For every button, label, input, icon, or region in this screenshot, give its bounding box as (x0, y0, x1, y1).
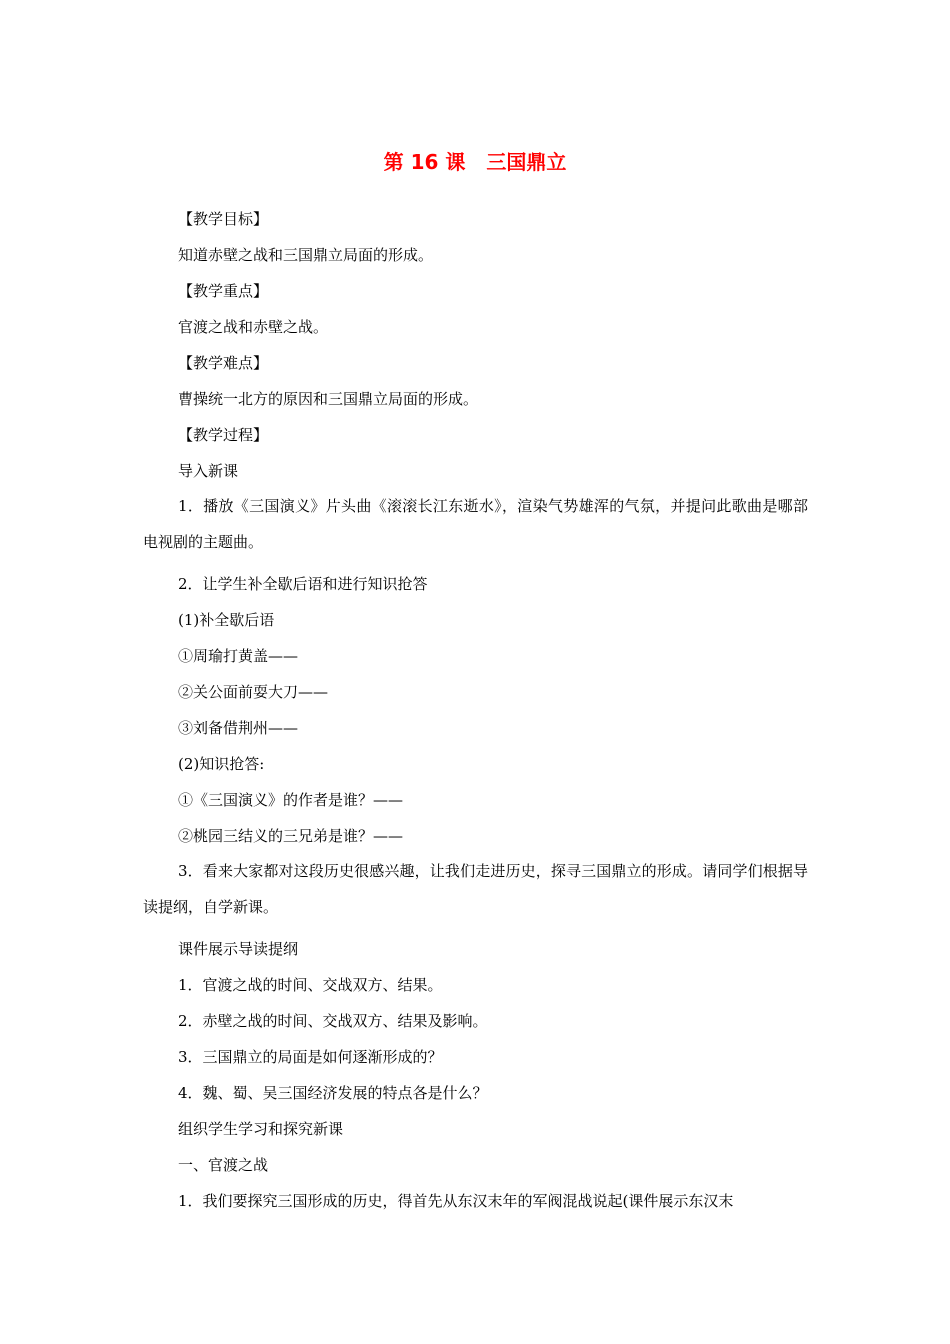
section-heading-objectives: 【教学目标】 (178, 210, 269, 228)
list-item: ②关公面前耍大刀—— (178, 683, 329, 701)
list-item: 2．赤壁之战的时间、交战双方、结果及影响。 (178, 1012, 488, 1030)
paragraph: 课件展示导读提纲 (178, 940, 299, 958)
section-heading-process: 【教学过程】 (178, 426, 269, 444)
paragraph: 3．看来大家都对这段历史很感兴趣，让我们走进历史，探寻三国鼎立的形成。请同学们根据导读提纲，自学新课。 (143, 862, 808, 916)
list-item: ③刘备借荆州—— (178, 719, 299, 737)
list-item: 3．三国鼎立的局面是如何逐渐形成的？ (178, 1048, 443, 1066)
list-item: ①《三国演义》的作者是谁？—— (178, 791, 404, 809)
list-item: 1．官渡之战的时间、交战双方、结果。 (178, 976, 443, 994)
paragraph: 官渡之战和赤壁之战。 (178, 318, 329, 336)
paragraph: 2．让学生补全歇后语和进行知识抢答 (178, 575, 428, 593)
paragraph: (1)补全歇后语 (178, 611, 275, 629)
paragraph: 导入新课 (178, 462, 239, 480)
paragraph: 1．播放《三国演义》片头曲《滚滚长江东逝水》，渲染气势雄浑的气氛，并提问此歌曲是哪部电视剧的主题曲。 (143, 497, 808, 551)
paragraph: 曹操统一北方的原因和三国鼎立局面的形成。 (178, 390, 479, 408)
lesson-title: 第 16 课 三国鼎立 (383, 150, 567, 174)
paragraph: 1．我们要探究三国形成的历史，得首先从东汉末年的军阀混战说起(课件展示东汉末 (178, 1192, 734, 1210)
section-heading-difficulties: 【教学难点】 (178, 354, 269, 372)
paragraph: 知道赤壁之战和三国鼎立局面的形成。 (178, 246, 434, 264)
list-item: ①周瑜打黄盖—— (178, 647, 299, 665)
list-item: ②桃园三结义的三兄弟是谁？—— (178, 827, 404, 845)
list-item: 4．魏、蜀、吴三国经济发展的特点各是什么？ (178, 1084, 488, 1102)
paragraph: (2)知识抢答: (178, 755, 265, 773)
section-heading-key-points: 【教学重点】 (178, 282, 269, 300)
subsection-heading: 一、官渡之战 (178, 1156, 269, 1174)
paragraph: 组织学生学习和探究新课 (178, 1120, 344, 1138)
